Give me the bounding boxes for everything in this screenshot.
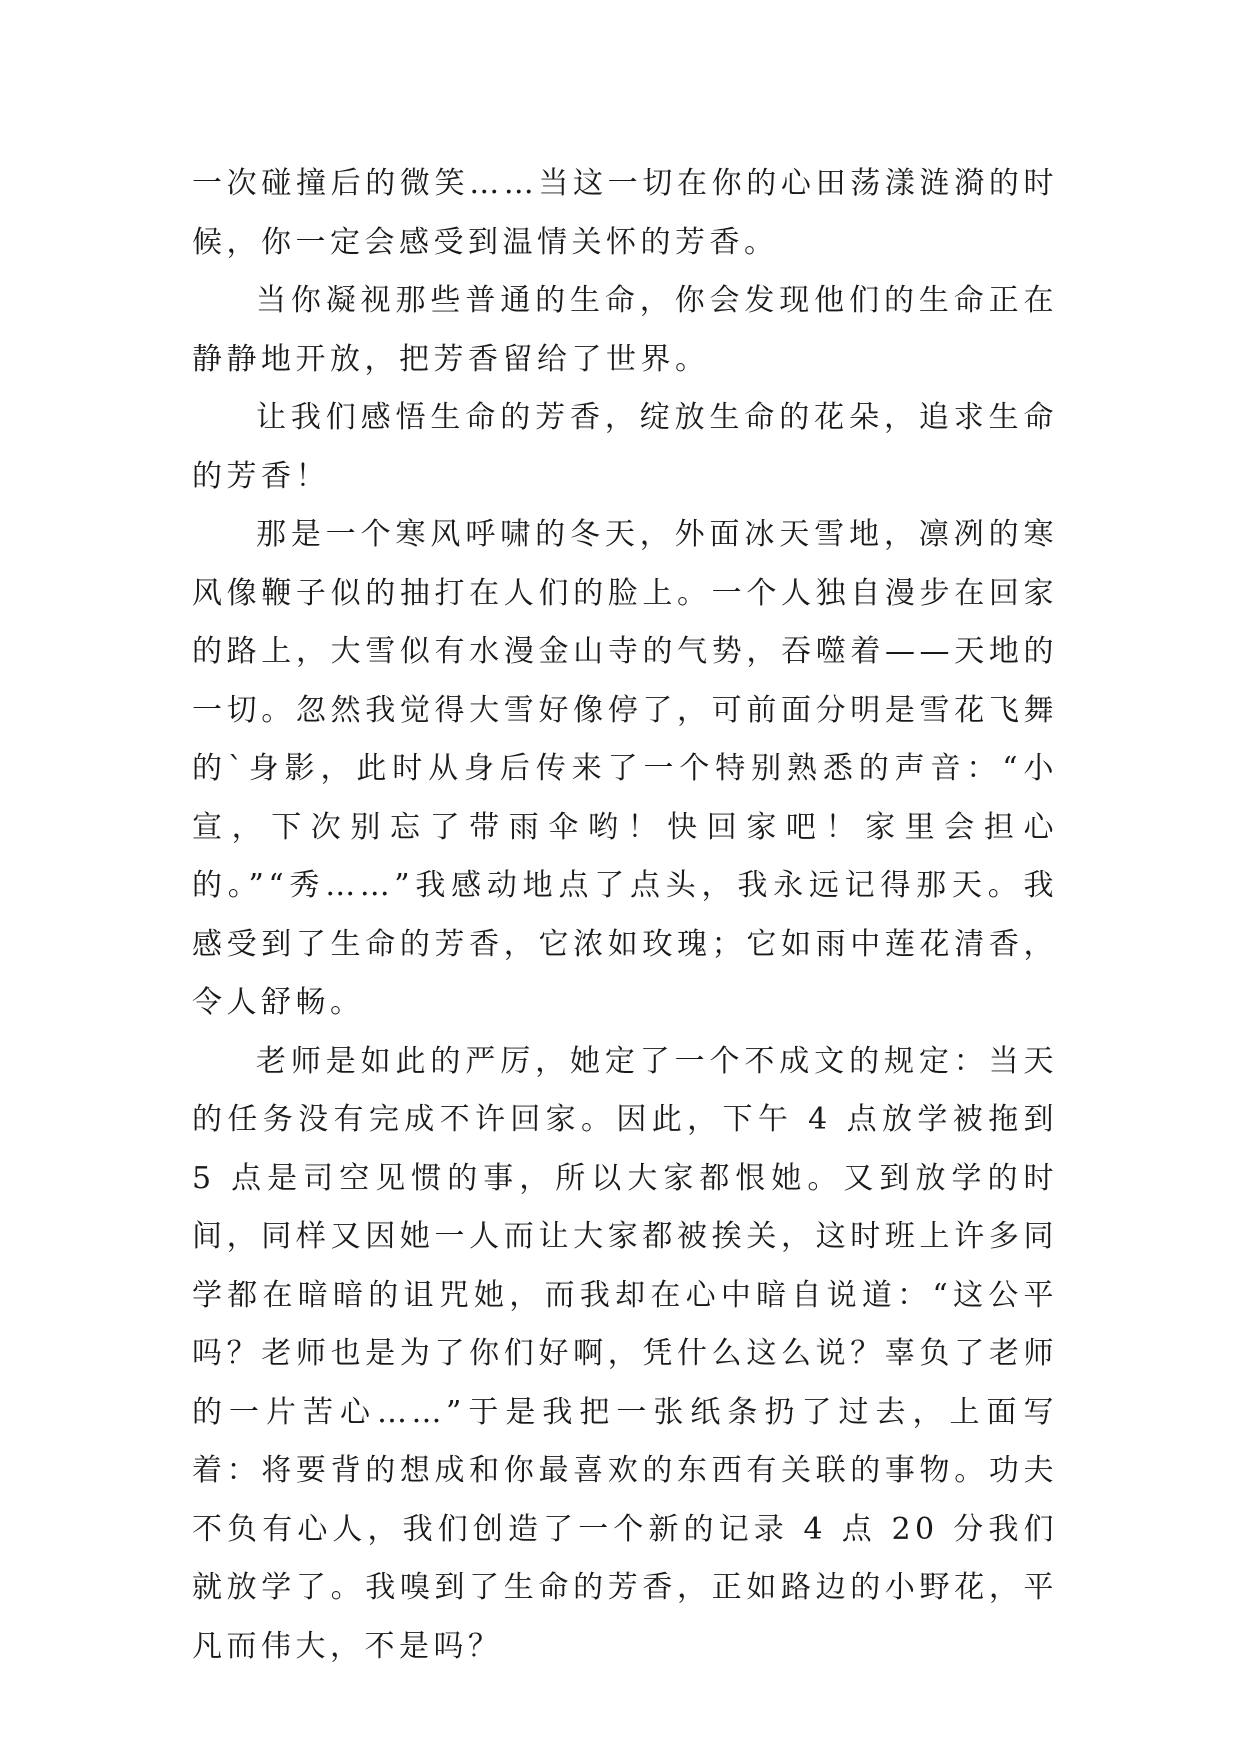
document-body (192, 155, 1058, 1676)
paragraph-2: 当你凝视那些普通的生命，你会发现他们的生命正在静静地开放，把芳香留给了世界。 (192, 283, 1058, 377)
paragraph-1: 一次碰撞后的微笑……当这一切在你的心田荡漾涟漪的时候，你一定会感受到温情关怀的芳香。 (192, 166, 1058, 260)
paragraph-4: 那是一个寒风呼啸的冬天，外面冰天雪地，凛冽的寒风像鞭子似的抽打在人们的脸上。一个人独自漫步在回家的路上，大雪似有水漫金山寺的气势，吞噬着——天地的一切。忽然我觉得大雪好像停了，可前面分明是雪花飞舞的`身影，此时从身后传来了一个特别熟悉的声音：“小宣，下次别忘了带雨伞哟！快回家吧！家里会担心的。”“秀……”我感动地点了点头，我永远记得那天。我感受到了生命的芳香，它浓如玫瑰；它如雨中莲花清香，令人舒畅。 (192, 517, 1058, 1020)
paragraph-5: 老师是如此的严厉，她定了一个不成文的规定：当天的任务没有完成不许回家。因此，下午 4 点放学被拖到 5 点是司空见惯的事，所以大家都恨她。又到放学的时间，同样又因她一人而让大家都被挨关，这时班上许多同学都在暗暗的诅咒她，而我却在心中暗自说道：“这公平吗？老师也是为了你们好啊，凭什么这么说？辜负了老师的一片苦心……”于是我把一张纸条扔了过去，上面写着：将要背的想成和你最喜欢的东西有关联的事物。功夫不负有心人，我们创造了一个新的记录 4 点 20 分我们就放学了。我嗅到了生命的芳香，正如路边的小野花，平凡而伟大，不是吗？ (192, 1043, 1058, 1664)
paragraph-3: 让我们感悟生命的芳香，绽放生命的花朵，追求生命的芳香！ (192, 400, 1058, 494)
